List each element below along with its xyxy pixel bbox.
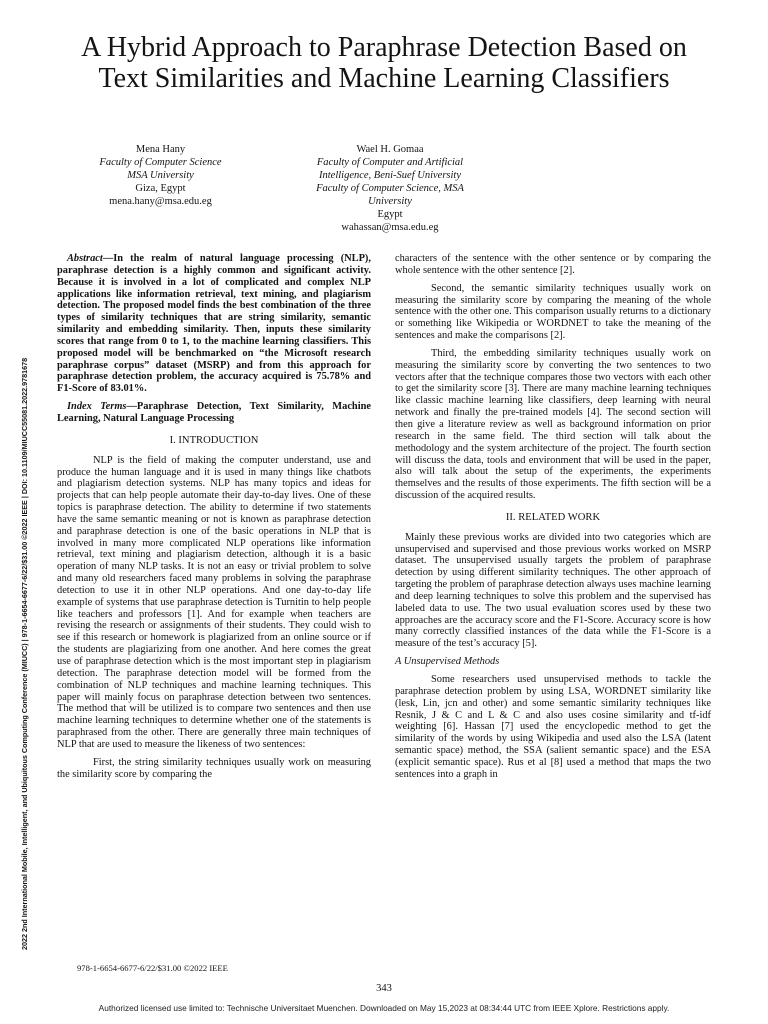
author-country: Egypt — [377, 209, 403, 220]
paragraph: Mainly these previous works are divided into two categories which are unsupervised and supervised and those previous works worked on MSRP dataset. The unsupervised usually targets the problem of paraphrase detection by using different similarity techniques. The other approach of targeting the problem of paraphrase detection always uses machine learning and deep learning techniques to solve this problem and the supervised has labeled data to use. The two usual evaluation scores used by these two approaches are the accuracy score and the F1-Score. Accuracy score is how many correctly classified instances of the data while the F1-Score is a measure of the test’s accuracy [5]. — [395, 531, 711, 650]
author-name: Mena Hany — [135, 144, 186, 155]
abstract-text: —In the realm of natural language processing (NLP), paraphrase detection is a highly common and significant activity. Because it is involved in a lot of complicated and complex NLP applications like information retrieval, text mining, and plagiarism detection. The proposed model finds the best combination of the three types of similarity techniques that are string similarity, semantic similarity and embedding similarity. Then, inputs these similarity scores that range from 0 to 1, to the machine learning classifiers. This proposed model will be benchmarked on “the Microsoft research paraphrase corpus” dataset (MSRP) and from this approach for paraphrase detection problem, the accuracy acquired is 75.78% and F1-Score of 83.01%. — [57, 253, 371, 395]
author-university: MSA University — [127, 170, 194, 181]
author-affiliation: Faculty of Computer and Artificial Intelligence, Beni-Suef University — [316, 157, 464, 181]
author-affiliation-2: Faculty of Computer Science, MSA University — [316, 183, 464, 207]
paragraph: NLP is the field of making the computer understand, use and produce the human language and it is used in many things like chatbots and plagiarism detection systems. NLP has many topics and ideas for projects that can help people automate their day-to-day lives. One of these topics is paraphrase detection. The ability to determine if two statements have the same semantic meaning or not is known as paraphrase detection and paraphrase detection is one of the basic operations in NLP that is involved in many more complicated NLP operations like information retrieval, text mining and plagiarism detection, although it is a basic operation of many NLP tasks. It is not an easy or trivial problem to solve and many old researchers faced many problems in solving the paraphrase detection to use it in other NLP operations. And one day-to-day life example of systems that use paraphrase detection is Turnitin to help people like teachers and professors [1]. And for example when teachers are revising the research or assignments of their students. They could wish to see if this research or homework is plagiarized from an online source or if the students are plagiarizing from one another. And here comes the great use of paraphrase detection which is the most important step in plagiarism detection. The paraphrase detection model will be formed from the combination of NLP techniques and machine learning techniques. This paper will mainly focus on paraphrase detection between two sentences. The method that will be utilized is to compare two sentences and then use machine learning techniques to determine whether one of the statements is paraphrased from the other. There are generally three main techniques of NLP that are used to measure the likeness of two sentences: — [57, 454, 371, 750]
paper-title: A Hybrid Approach to Paraphrase Detection Based on Text Similarities and Machine Learning Classifiers — [81, 32, 687, 94]
abstract-label: Abstract — [67, 253, 103, 264]
right-column — [395, 253, 711, 787]
index-terms-text: —Paraphrase Detection, Text Similarity, Machine Learning, Natural Language Processing — [57, 401, 371, 424]
section-heading-introduction: I. INTRODUCTION — [169, 434, 259, 446]
author-name: Wael H. Gomaa — [356, 144, 424, 155]
author-email: wahassan@msa.edu.eg — [341, 222, 439, 233]
conference-sidebar-text: 2022 2nd International Mobile, Intelligent, and Ubiquitous Computing Conference (MIUCC) | 978-1-6654-6677-6/22/$31.00 ©2022 IEEE | DOI: 10.1109/MIUCC55081.2022.9781678 — [20, 357, 29, 950]
section-heading-related-work: II. RELATED WORK — [505, 511, 601, 523]
index-terms — [57, 401, 371, 425]
paragraph: Some researchers used unsupervised methods to tackle the paraphrase detection problem by using LSA, WORDNET similarity like (lesk, Lin, jcn and other) and some semantic similarity techniques like Resnik, J & C and L & C and also uses cosine similarity and tf-idf weighting [6]. Hassan [7] used the encyclopedic method to get the similarity of the words by using Wikipedia and used also the LSA (latent semantic space) method, the SSA (salient semantic space) and the ESA (explicit semantic space). Rus et al [8] used a method that maps the two sentences into a graph in — [395, 674, 711, 780]
license-footer: Authorized licensed use limited to: Technische Universitaet Muenchen. Downloaded on May 15,2023 at 08:34:44 UTC from IEEE Xplore. Restrictions apply. — [98, 1003, 670, 1013]
page-number: 343 — [376, 983, 392, 994]
author-city: Giza, Egypt — [135, 183, 186, 194]
isbn-line: 978-1-6654-6677-6/22/$31.00 ©2022 IEEE — [77, 963, 228, 973]
paragraph: characters of the sentence with the other sentence or by comparing the whole sentence with the other sentence [2]. — [395, 253, 711, 276]
index-terms-label: Index Terms — [67, 401, 127, 413]
author-affiliation: Faculty of Computer Science — [99, 157, 222, 168]
abstract — [57, 253, 371, 395]
paragraph: Second, the semantic similarity techniques usually work on measuring the similarity score by comparing the meaning of the whole sentence with the other one. This comparison usually returns to a dictionary or something like Wikipedia or WORDNET to take the meaning of the sentences and make the comparisons [2]. — [395, 282, 711, 342]
paragraph: First, the string similarity techniques usually work on measuring the similarity score by comparing the — [57, 756, 371, 780]
paragraph: Third, the embedding similarity techniques usually work on measuring the similarity score by converting the two sentences to two vectors after that the technique compares those two vectors with each other to get the similarity score [3]. There are many machine learning techniques like classic machine learning like classifiers, deep learning with neural network and finally the pre-trained models [4]. The second section will then give a literature review as well as background information on prior research in the same field. The third section will talk about the methodology and the system architecture of the project. The fourth section will discuss the data, tools and environment that will be used in the paper, also will talk about the setup of the experiments, the experiments themselves and the results of those experiments. The fifth section will be a discussion of the acquired results. — [395, 347, 711, 502]
author-email: mena.hany@msa.edu.eg — [109, 196, 212, 207]
subsection-heading: A Unsupervised Methods — [395, 656, 500, 668]
left-column — [57, 253, 371, 786]
author-block-1 — [48, 143, 273, 208]
author-block-2 — [295, 143, 485, 234]
